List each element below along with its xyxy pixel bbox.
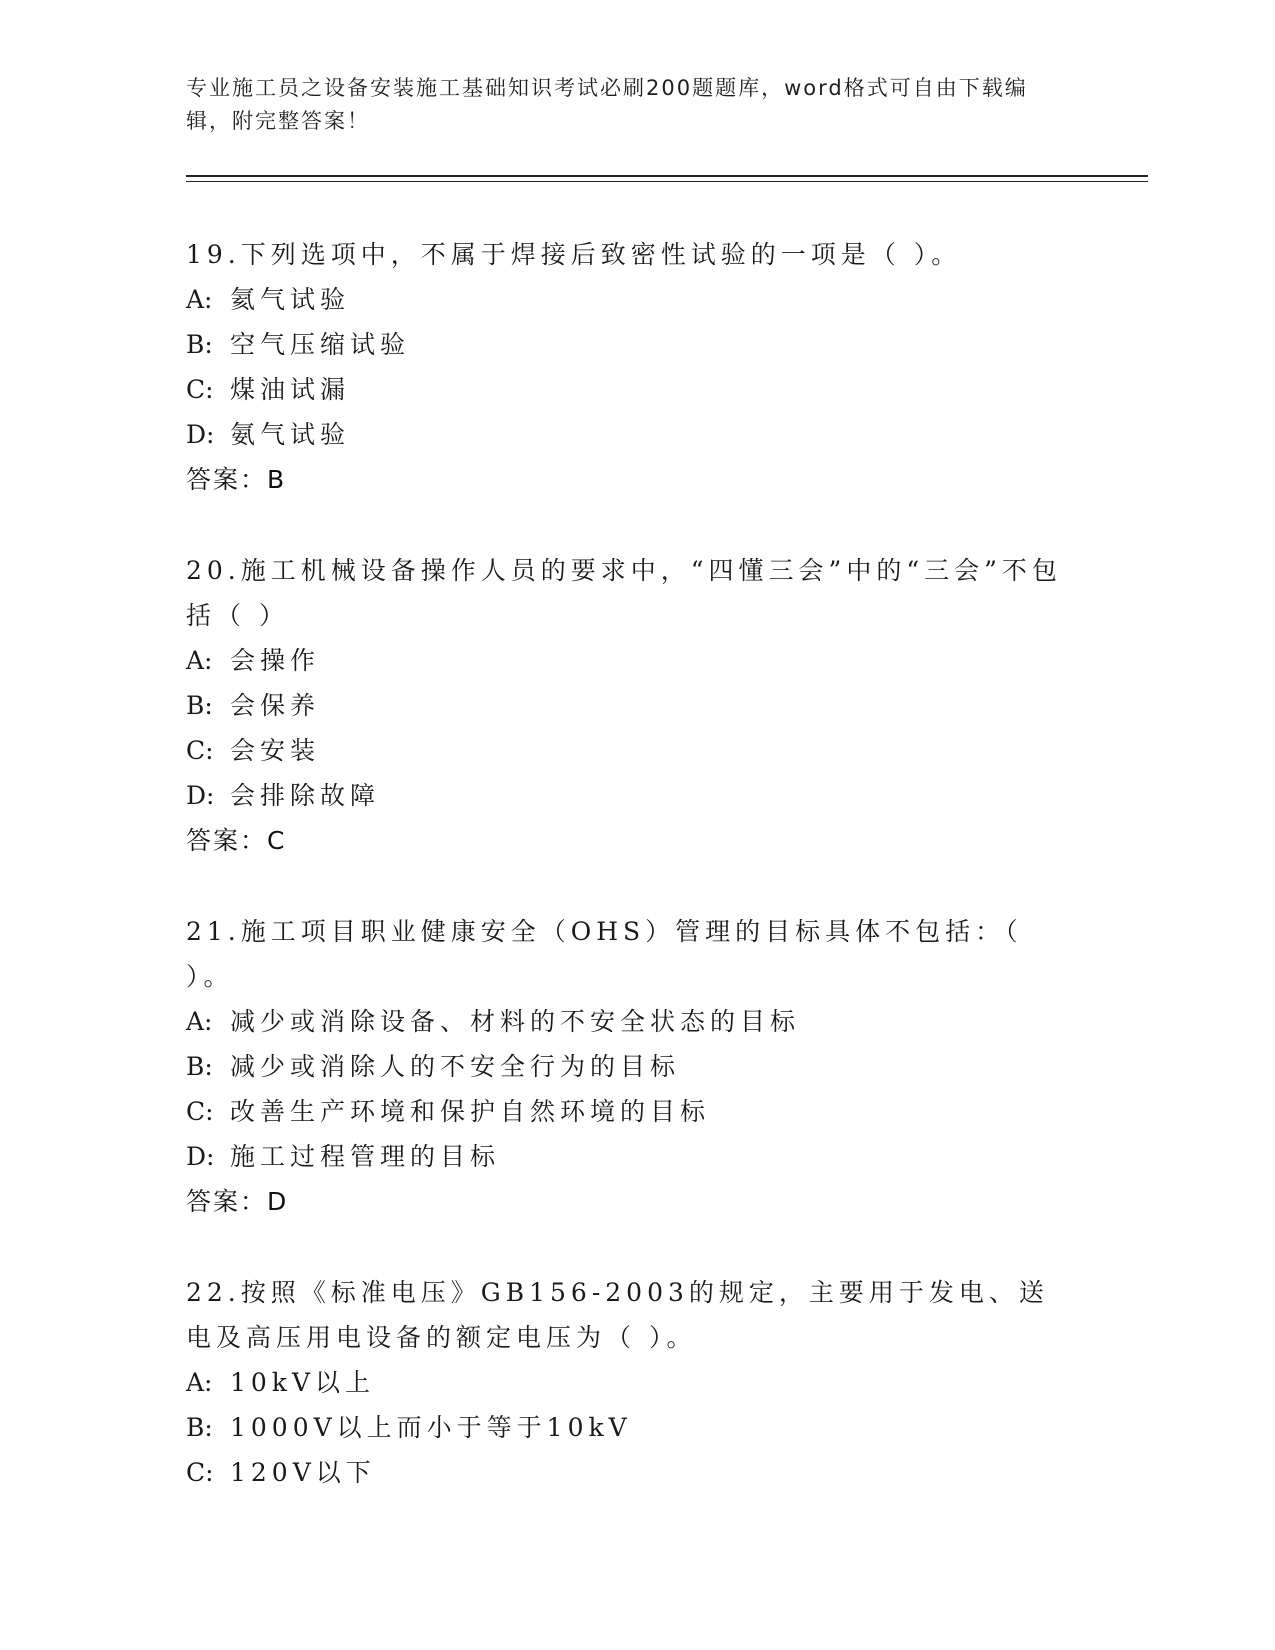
option-key: A:: [186, 1007, 213, 1036]
option-d: [186, 1134, 1086, 1179]
option-key: C:: [186, 1097, 214, 1126]
question-list: [186, 232, 1086, 1541]
option-text: 会保养: [230, 691, 321, 720]
option-text: 空气压缩试验: [230, 330, 411, 359]
option-text: 减少或消除人的不安全行为的目标: [230, 1052, 681, 1081]
option-key: D:: [186, 1142, 215, 1171]
option-c: [186, 1089, 1086, 1134]
header-rule-thick: [186, 175, 1148, 177]
document-title: 专业施工员之设备安装施工基础知识考试必刷200题题库，word格式可自由下载编辑，附完整答案！: [186, 76, 1028, 133]
option-c: [186, 367, 1086, 412]
question-text: 22.按照《标准电压》GB156-2003的规定，主要用于发电、送电及高压用电设备的额定电压为（ ）。: [186, 1278, 1049, 1352]
option-key: C:: [186, 375, 214, 404]
option-key: A:: [186, 646, 213, 675]
option-b: [186, 1405, 1086, 1450]
answer-line: 答案：C: [186, 826, 287, 855]
option-key: C:: [186, 1458, 214, 1487]
option-text: 减少或消除设备、材料的不安全状态的目标: [230, 1007, 801, 1036]
option-key: D:: [186, 420, 215, 449]
option-c: [186, 728, 1086, 773]
option-key: A:: [186, 285, 213, 314]
question-21: [186, 909, 1086, 1224]
header-rule-thin: [186, 181, 1148, 182]
option-key: B:: [186, 1413, 213, 1442]
option-c: [186, 1450, 1086, 1495]
option-text: 氨气试验: [230, 420, 351, 449]
question-text: 19.下列选项中，不属于焊接后致密性试验的一项是（ ）。: [186, 240, 962, 269]
option-d: [186, 773, 1086, 818]
option-a: [186, 638, 1086, 683]
option-b: [186, 683, 1086, 728]
question-text: 20.施工机械设备操作人员的要求中，“四懂三会”中的“三会”不包括（ ）: [186, 556, 1062, 630]
option-text: 会安装: [230, 736, 321, 765]
option-key: C:: [186, 736, 214, 765]
option-key: B:: [186, 691, 213, 720]
option-key: D:: [186, 781, 215, 810]
question-22: [186, 1270, 1086, 1495]
option-text: 改善生产环境和保护自然环境的目标: [230, 1097, 711, 1126]
answer-line: 答案：D: [186, 1187, 289, 1216]
option-a: [186, 1360, 1086, 1405]
option-a: [186, 999, 1086, 1044]
option-text: 1000V以上而小于等于10kV: [230, 1413, 632, 1442]
option-key: B:: [186, 1052, 213, 1081]
question-19: [186, 232, 1086, 502]
document-header: [186, 72, 1066, 138]
question-text: 21.施工项目职业健康安全（OHS）管理的目标具体不包括：（ ）。: [186, 917, 1023, 991]
option-b: [186, 322, 1086, 367]
answer-line: 答案：B: [186, 465, 287, 494]
option-text: 会操作: [230, 646, 321, 675]
option-d: [186, 412, 1086, 457]
option-b: [186, 1044, 1086, 1089]
option-text: 10kV以上: [230, 1368, 376, 1397]
option-text: 会排除故障: [230, 781, 381, 810]
option-text: 煤油试漏: [230, 375, 351, 404]
option-text: 120V以下: [230, 1458, 376, 1487]
question-20: [186, 548, 1086, 863]
option-text: 施工过程管理的目标: [230, 1142, 501, 1171]
option-key: A:: [186, 1368, 213, 1397]
option-key: B:: [186, 330, 213, 359]
option-a: [186, 277, 1086, 322]
option-text: 氦气试验: [230, 285, 351, 314]
